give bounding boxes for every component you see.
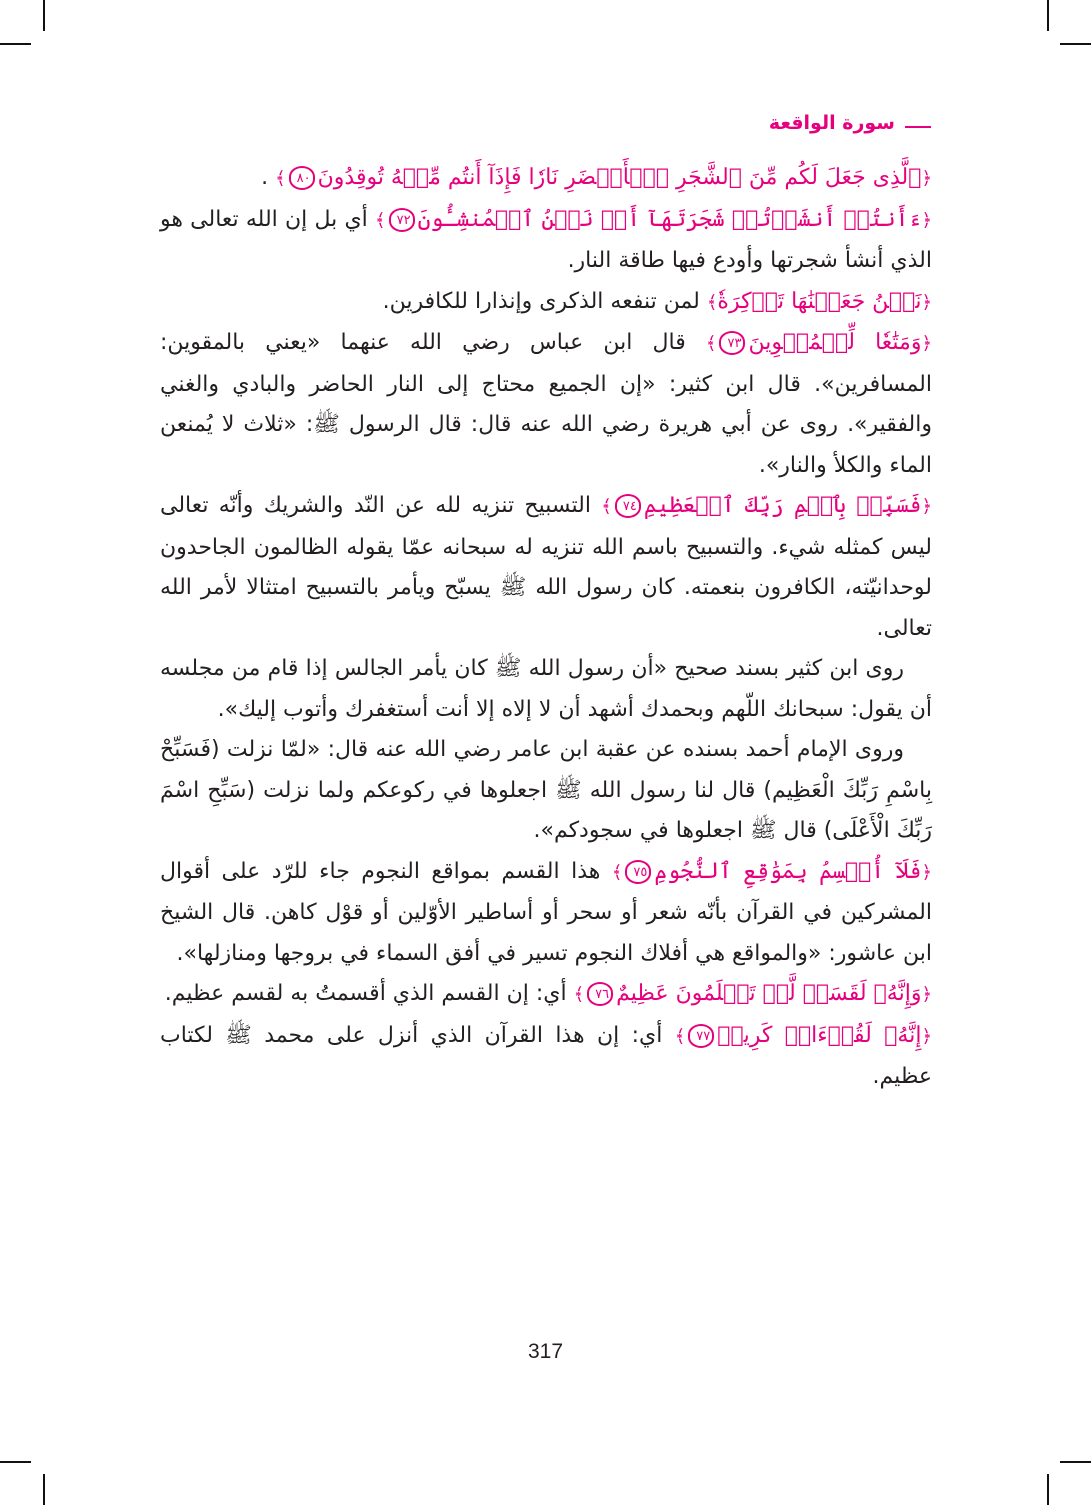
quran-verse: ٱلَّذِى جَعَلَ لَكُم مِّنَ ٱلشَّجَرِ ٱلۡأَخۡضَرِ نَارٗا فَإِذَآ أَنتُم مِّنۡهُ تُوقِدُونَ: [317, 165, 922, 190]
ayah-open-bracket: ﴿: [921, 861, 932, 883]
commentary-text: روى ابن كثير بسند صحيح «أن رسول الله ﷺ كان يأمر الجالس إذا قام من مجلسه أن يقول: سبحانك اللّهم وبحمدك أشهد أن لا إلاه إلا أنت أستغفرك وأتوب إليك».: [160, 656, 932, 722]
ayah-open-bracket: ﴿: [921, 333, 932, 354]
crop-mark-bottom-right-vertical: [1047, 1474, 1049, 1505]
quran-verse: نَحۡنُ جَعَلۡنَٰهَا تَذۡكِرَةٗ: [717, 288, 922, 314]
commentary-text: أي بل إن الله تعالى هو الذي أنشأ شجرتها وأودع فيها طاقة النار.: [160, 206, 932, 273]
ayah-close-bracket: ﴾: [674, 1025, 686, 1047]
commentary-paragraph: [160, 486, 932, 649]
commentary-paragraph: [160, 1016, 932, 1098]
commentary-paragraph: [160, 730, 932, 852]
verse-number-medallion-icon: ٨٠: [289, 166, 315, 190]
commentary-paragraph: [160, 200, 932, 282]
commentary-text: أي: إن هذا القرآن الذي أنزل على محمد ﷺ لكتاب عظيم.: [160, 1022, 932, 1089]
ayah-open-bracket: ﴿: [921, 209, 932, 231]
commentary-paragraph: [160, 282, 932, 324]
crop-mark-top-left-vertical: [43, 0, 45, 31]
ayah-close-bracket: ﴾: [601, 496, 612, 517]
ayah-close-bracket: ﴾: [275, 168, 286, 189]
surah-title: سورة الواقعة: [768, 112, 895, 134]
verse-number-medallion-icon: ٧٧: [688, 1024, 714, 1048]
commentary-paragraph: [160, 649, 932, 730]
quran-verse: وَمَتَٰعٗا لِّلۡمُقۡوِينَ: [748, 330, 922, 355]
quran-verse: إِنَّهُۥ لَقُرۡءَانٞ كَرِيمٞ: [717, 1022, 922, 1048]
crop-mark-top-left-horizontal: [0, 43, 31, 45]
crop-mark-bottom-left-horizontal: [0, 1461, 31, 1463]
quran-verse: فَلَآ أُقۡسِمُ بِمَوَٰقِعِ ٱلنُّجُومِ: [654, 858, 922, 884]
running-header: [769, 112, 931, 134]
ayah-open-bracket: ﴿: [921, 496, 932, 517]
commentary-text: لمن تنفعه الذكرى وإنذارا للكافرين.: [382, 288, 700, 314]
crop-mark-top-right-horizontal: [1060, 43, 1091, 45]
page-number: 317: [527, 1340, 564, 1363]
quran-verse: ءَأَنتُمۡ أَنشَأۡتُمۡ شَجَرَتَهَآ أَمۡ نَحۡنُ ٱلۡمُنشِـُٔونَ: [417, 206, 922, 232]
commentary-text: أي: إن القسم الذي أقسمتُ به لقسم عظيم.: [164, 981, 567, 1006]
commentary-text: التسبيح تنزيه لله عن النّد والشريك وأنّه تعالى ليس كمثله شيء. والتسبيح باسم الله تنزيه له سبحانه عمّا يقوله الظالمون الجاحدون لوحدانيّته، الكافرون بنعمته. كان رسول الله ﷺ يسبّح ويأمر بالتسبيح امتثالا لأمر الله تعالى.: [160, 493, 932, 641]
commentary-body: [160, 158, 932, 1098]
ayah-open-bracket: ﴿: [921, 1025, 932, 1047]
quran-verse: فَسَبِّحۡ بِٱسۡمِ رَبِّكَ ٱلۡعَظِيمِ: [643, 493, 922, 518]
verse-number-medallion-icon: ٧٣: [719, 331, 745, 355]
ayah-close-bracket: ﴾: [375, 209, 386, 231]
crop-mark-bottom-right-horizontal: [1060, 1461, 1091, 1463]
verse-number-medallion-icon: ٧٢: [389, 208, 415, 232]
commentary-text: .: [261, 165, 269, 190]
verse-number-medallion-icon: ٧٤: [615, 494, 641, 518]
header-rule: [905, 126, 931, 129]
commentary-text: هذا القسم بمواقع النجوم جاء للرّد على أقوال المشركين في القرآن بأنّه شعر أو سحر أو أساطير الأوّلين أو قوْل كاهن. قال الشيخ ابن عاشور: «والمواقع هي أفلاك النجوم تسير في أفق السماء في بروجها ومنازلها».: [160, 858, 932, 966]
ayah-close-bracket: ﴾: [611, 861, 623, 883]
ayah-close-bracket: ﴾: [573, 984, 585, 1005]
ayah-open-bracket: ﴿: [921, 984, 932, 1005]
commentary-text: وروى الإمام أحمد بسنده عن عقبة ابن عامر رضي الله عنه قال: «لمّا نزلت (فَسَبِّحْ بِاسْمِ رَبِّكَ الْعَظِيم) قال لنا رسول الله ﷺ اجعلوها في ركوعكم ولما نزلت (سَبِّحِ اسْمَ رَبِّكَ الْأَعْلَى) قال ﷺ اجعلوها في سجودكم».: [160, 737, 932, 843]
commentary-paragraph: [160, 323, 932, 486]
ayah-open-bracket: ﴿: [921, 291, 932, 313]
ayah-close-bracket: ﴾: [705, 333, 717, 354]
ayah-open-bracket: ﴿: [921, 168, 932, 189]
ayah-close-bracket: ﴾: [706, 291, 718, 313]
quran-verse: وَإِنَّهُۥ لَقَسَمٞ لَّوۡ تَعۡلَمُونَ عَظِيمٌ: [616, 981, 922, 1006]
verse-number-medallion-icon: ٧٥: [625, 860, 651, 884]
commentary-paragraph: [160, 158, 932, 200]
commentary-text: قال ابن عباس رضي الله عنهما «يعني بالمقوين: المسافرين». قال ابن كثير: «إن الجميع محتاج إلى النار الحاضر والبادي والغني والفقير». روى عن أبي هريرة رضي الله عنه قال: قال الرسول ﷺ: «ثلاث لا يُمنعن الماء والكلأ والنار».: [160, 330, 932, 478]
commentary-paragraph: [160, 852, 932, 975]
crop-mark-top-right-vertical: [1047, 0, 1049, 31]
commentary-paragraph: [160, 974, 932, 1016]
verse-number-medallion-icon: ٧٦: [587, 982, 613, 1006]
crop-mark-bottom-left-vertical: [43, 1474, 45, 1505]
